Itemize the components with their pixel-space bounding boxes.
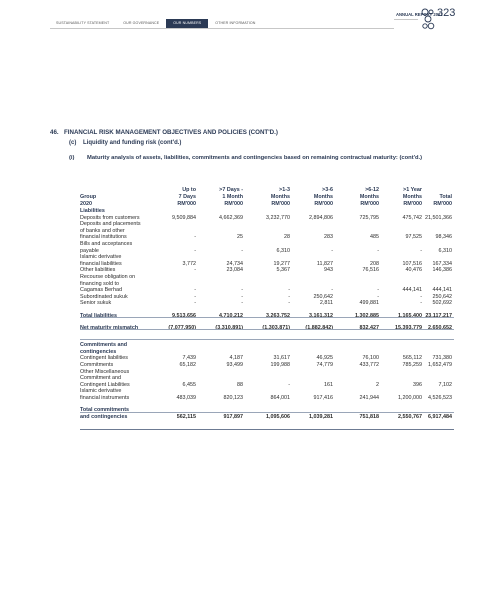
value-cell: 3,161,312 (309, 312, 333, 319)
value-cell: 24,734 (226, 260, 243, 267)
value-cell: - (194, 234, 196, 241)
value-cell: - (194, 247, 196, 254)
table-header (80, 180, 454, 208)
value-cell: 751,818 (359, 414, 379, 421)
row-label-line: Commitment and (80, 375, 122, 382)
value-cell: 731,380 (432, 355, 452, 362)
value-cell: 23,084 (226, 267, 243, 274)
row-label-line: Total commitments (80, 407, 130, 414)
top-navigation (50, 19, 394, 29)
row-label-line: financial institutions (80, 234, 127, 241)
value-cell: 3,263,752 (266, 312, 290, 319)
value-cell: 444,141 (402, 287, 422, 294)
value-cell: 21,501,366 (425, 214, 452, 221)
value-cell: 832,427 (359, 324, 379, 331)
value-cell: 76,516 (362, 267, 379, 274)
value-cell: 2,650,652 (428, 324, 452, 331)
nav-our-numbers[interactable]: OUR NUMBERS (166, 19, 208, 28)
row-label-line: Net maturity mismatch (80, 324, 139, 331)
row-label (80, 267, 158, 274)
value-cell: 6,310 (276, 247, 290, 254)
row-label (80, 355, 158, 362)
column-header (156, 187, 196, 208)
column-header-line: Months (313, 194, 333, 200)
row-label (80, 221, 158, 241)
value-cell: 161 (324, 381, 333, 388)
row-label-line: financial liabilities (80, 260, 122, 267)
row-label-line: Recourse obligation on (80, 273, 136, 280)
row-label-line: Contingent Liabilities (80, 381, 130, 388)
value-cell: - (194, 287, 196, 294)
row-label-line: Liabilities (80, 208, 105, 214)
subsubsection-title: Maturity analysis of assets, liabilities, commitments and contingencies based on remaining contractual maturity: (cont'd.) (87, 155, 423, 161)
value-cell: - (241, 287, 243, 294)
column-header-line: 1 Month (222, 194, 243, 200)
value-cell: 1,652,479 (428, 361, 452, 368)
value-cell: 11,827 (316, 260, 333, 267)
value-cell: 2,811 (319, 300, 333, 307)
column-header-line: >6-12 (365, 187, 379, 193)
column-header-line: Total (439, 194, 452, 200)
value-cell: 396 (413, 381, 422, 388)
value-cell: 499,881 (359, 300, 379, 307)
value-cell: 7,439 (182, 355, 196, 362)
value-cell: 3,232,770 (266, 214, 290, 221)
value-cell: 562,115 (176, 414, 196, 421)
row-label-line: Cagamas Berhad (80, 287, 122, 294)
value-cell: 76,100 (362, 355, 379, 362)
value-cell: 9,509,884 (172, 214, 196, 221)
row-label (80, 342, 158, 355)
row-label-line: Subordinated sukuk (80, 293, 128, 300)
value-cell: - (331, 287, 333, 294)
value-cell: 6,455 (182, 381, 196, 388)
subsection-title: Liquidity and funding risk (cont'd.) (83, 140, 182, 146)
subsubsection-number: (i) (69, 155, 75, 161)
column-header-line: >1 Year (403, 187, 422, 193)
value-cell: 2,550,767 (398, 414, 422, 421)
value-cell: 199,988 (270, 361, 290, 368)
commitment-row (80, 355, 454, 362)
value-cell: 15,393,779 (395, 324, 422, 331)
value-cell: - (194, 300, 196, 307)
column-header-line: Months (402, 194, 422, 200)
subsection-number: (c) (69, 140, 77, 146)
column-header-line: RM'000 (224, 201, 243, 207)
value-cell: - (420, 293, 422, 300)
liability-row (80, 294, 454, 301)
value-cell: 93,499 (226, 361, 243, 368)
liability-row (80, 241, 454, 254)
value-cell: 46,925 (316, 355, 333, 362)
row-label-line: Other liabilities (80, 267, 116, 274)
value-cell: - (241, 300, 243, 307)
value-cell: 502,692 (432, 300, 452, 307)
value-cell: 97,525 (405, 234, 422, 241)
column-header-line: >7 Days - (219, 187, 243, 193)
row-label-line: Deposits from customers (80, 214, 140, 221)
value-cell: 74,779 (316, 361, 333, 368)
value-cell: 6,917,484 (428, 414, 452, 421)
commitment-row (80, 369, 454, 389)
value-cell: - (331, 247, 333, 254)
value-cell: 6,310 (438, 247, 452, 254)
value-cell: 785,259 (402, 361, 422, 368)
value-cell: (7,077,950) (168, 324, 196, 331)
value-cell: 864,001 (270, 394, 290, 401)
row-label-line: Senior sukuk (80, 300, 112, 307)
column-header-line: Months (270, 194, 290, 200)
row-label-line: payable (80, 247, 99, 254)
liability-row (80, 300, 454, 307)
nav-other-information[interactable]: OTHER INFORMATION (215, 21, 256, 25)
value-cell: 4,526,523 (428, 394, 452, 401)
total-commitments-bottom-rule (80, 429, 454, 430)
column-header (203, 187, 243, 208)
value-cell: 1,200,000 (398, 394, 422, 401)
value-cell: 4,710,212 (219, 312, 243, 319)
row-label-line: Commitments and (80, 342, 128, 349)
value-cell: - (241, 293, 243, 300)
group-label-line: Group (80, 194, 97, 200)
value-cell: 917,897 (223, 414, 243, 421)
page-number: 323 (437, 7, 456, 19)
value-cell: - (194, 267, 196, 274)
section-heading (50, 129, 278, 136)
value-cell: 241,944 (359, 394, 379, 401)
commitments-title (80, 342, 454, 355)
value-cell: - (377, 247, 379, 254)
value-cell: 943 (324, 267, 333, 274)
liability-row (80, 267, 454, 274)
row-label (80, 254, 158, 267)
value-cell: 23,117,217 (425, 312, 452, 319)
value-cell: 7,102 (438, 381, 452, 388)
net-mismatch-top-rule (80, 329, 454, 330)
row-label (80, 300, 158, 307)
row-label (80, 294, 158, 301)
row-label (80, 208, 158, 215)
value-cell: 1,302,885 (355, 312, 379, 319)
value-cell: 167,334 (432, 260, 452, 267)
row-label-line: Other Miscellaneous (80, 368, 130, 375)
nav-sustainability[interactable]: SUSTAINABILITY STATEMENT (56, 21, 110, 25)
value-cell: - (377, 293, 379, 300)
value-cell: 2,894,806 (309, 214, 333, 221)
spacer (80, 331, 454, 342)
value-cell: 475,742 (402, 214, 422, 221)
value-cell: - (194, 293, 196, 300)
row-label-line: financial instruments (80, 394, 130, 401)
column-header (293, 187, 333, 208)
value-cell: 208 (370, 260, 379, 267)
value-cell: 31,617 (273, 355, 290, 362)
section-title: FINANCIAL RISK MANAGEMENT OBJECTIVES AND POLICIES (CONT'D.) (64, 129, 278, 136)
value-cell: 28 (284, 234, 290, 241)
value-cell: - (420, 247, 422, 254)
value-cell: 4,187 (229, 355, 243, 362)
total-liabilities-top-rule (80, 317, 454, 318)
value-cell: 4,662,369 (219, 214, 243, 221)
column-header-line: RM'000 (271, 201, 290, 207)
row-label-line: Islamic derivative (80, 388, 122, 395)
row-label-line: Total liabilities (80, 312, 118, 319)
value-cell: 433,772 (359, 361, 379, 368)
maturity-analysis-table (80, 180, 454, 421)
group-label (80, 194, 96, 208)
row-label (80, 369, 158, 389)
value-cell: 40,476 (405, 267, 422, 274)
value-cell: - (420, 300, 422, 307)
column-header (250, 187, 290, 208)
liabilities-title (80, 208, 454, 215)
value-cell: - (288, 293, 290, 300)
value-cell: 725,795 (359, 214, 379, 221)
value-cell: 19,277 (273, 260, 290, 267)
column-header (412, 194, 452, 208)
row-label (80, 388, 158, 401)
value-cell: - (377, 287, 379, 294)
row-label-line: and contingencies (80, 414, 128, 421)
value-cell: 820,123 (223, 394, 243, 401)
total-commitments-top-rule (80, 412, 454, 413)
value-cell: 5,367 (276, 267, 290, 274)
liability-row (80, 254, 454, 267)
value-cell: 65,182 (179, 361, 196, 368)
commitment-row (80, 388, 454, 401)
value-cell: - (288, 300, 290, 307)
value-cell: - (241, 247, 243, 254)
value-cell: 444,141 (432, 287, 452, 294)
liability-row (80, 274, 454, 294)
column-header-line: RM'000 (403, 201, 422, 207)
total-commitments-row (80, 407, 454, 420)
value-cell: 250,642 (313, 293, 333, 300)
row-label (80, 407, 158, 420)
column-header-line: RM'000 (314, 201, 333, 207)
value-cell: 917,416 (313, 394, 333, 401)
value-cell: (3,310,891) (215, 324, 243, 331)
group-label-line: 2020 (80, 201, 92, 207)
value-cell: 98,346 (435, 234, 452, 241)
row-label (80, 241, 158, 254)
column-header-line: Up to (182, 187, 196, 193)
row-label-line: financing sold to (80, 280, 119, 287)
row-label-line: Deposits and placements (80, 221, 141, 228)
value-cell: 1,039,281 (309, 414, 333, 421)
value-cell: 485 (370, 234, 379, 241)
value-cell: 1,165,400 (398, 312, 422, 319)
subsection-heading (69, 140, 181, 146)
column-header (339, 187, 379, 208)
header-divider (394, 19, 418, 20)
column-header-line: >3-6 (322, 187, 333, 193)
value-cell: 146,386 (432, 267, 452, 274)
value-cell: 88 (237, 381, 243, 388)
row-label (80, 215, 158, 222)
nav-governance[interactable]: OUR GOVERNANCE (123, 21, 160, 25)
liability-row (80, 221, 454, 241)
value-cell: 107,516 (402, 260, 422, 267)
value-cell: 9,513,656 (172, 312, 196, 319)
column-header-line: 7 Days (178, 194, 196, 200)
subsubsection-heading (69, 155, 454, 163)
row-label-line: Bills and acceptances (80, 240, 133, 247)
row-label (80, 362, 158, 369)
value-cell: 565,112 (402, 355, 422, 362)
section-number: 46. (50, 129, 59, 136)
value-cell: 283 (324, 234, 333, 241)
value-cell: - (288, 381, 290, 388)
row-label-line: Islamic derivative (80, 254, 122, 261)
value-cell: 250,642 (432, 293, 452, 300)
row-label-line: Commitments (80, 361, 114, 368)
value-cell: (1,303,871) (262, 324, 290, 331)
column-header-line: RM'000 (360, 201, 379, 207)
value-cell: 2 (376, 381, 379, 388)
column-header-line: RM'000 (177, 201, 196, 207)
value-cell: 483,039 (176, 394, 196, 401)
net-mismatch-bottom-rule (80, 339, 454, 340)
report-title: ANNUAL REPORT 2021 (396, 12, 443, 17)
row-label (80, 274, 158, 294)
value-cell: - (288, 287, 290, 294)
column-header-line: Months (359, 194, 379, 200)
value-cell: 3,772 (182, 260, 196, 267)
brand-logo-icon (421, 7, 435, 31)
row-label-line: Contingent liabilities (80, 355, 128, 362)
column-header-line: RM'000 (433, 201, 452, 207)
value-cell: (1,882,842) (305, 324, 333, 331)
row-label-line: contingencies (80, 348, 117, 355)
commitment-row (80, 362, 454, 369)
row-label-line: of banks and other (80, 227, 125, 234)
value-cell: 1,095,606 (266, 414, 290, 421)
value-cell: 25 (237, 234, 243, 241)
liability-row (80, 215, 454, 222)
column-header-line: >1-3 (279, 187, 290, 193)
